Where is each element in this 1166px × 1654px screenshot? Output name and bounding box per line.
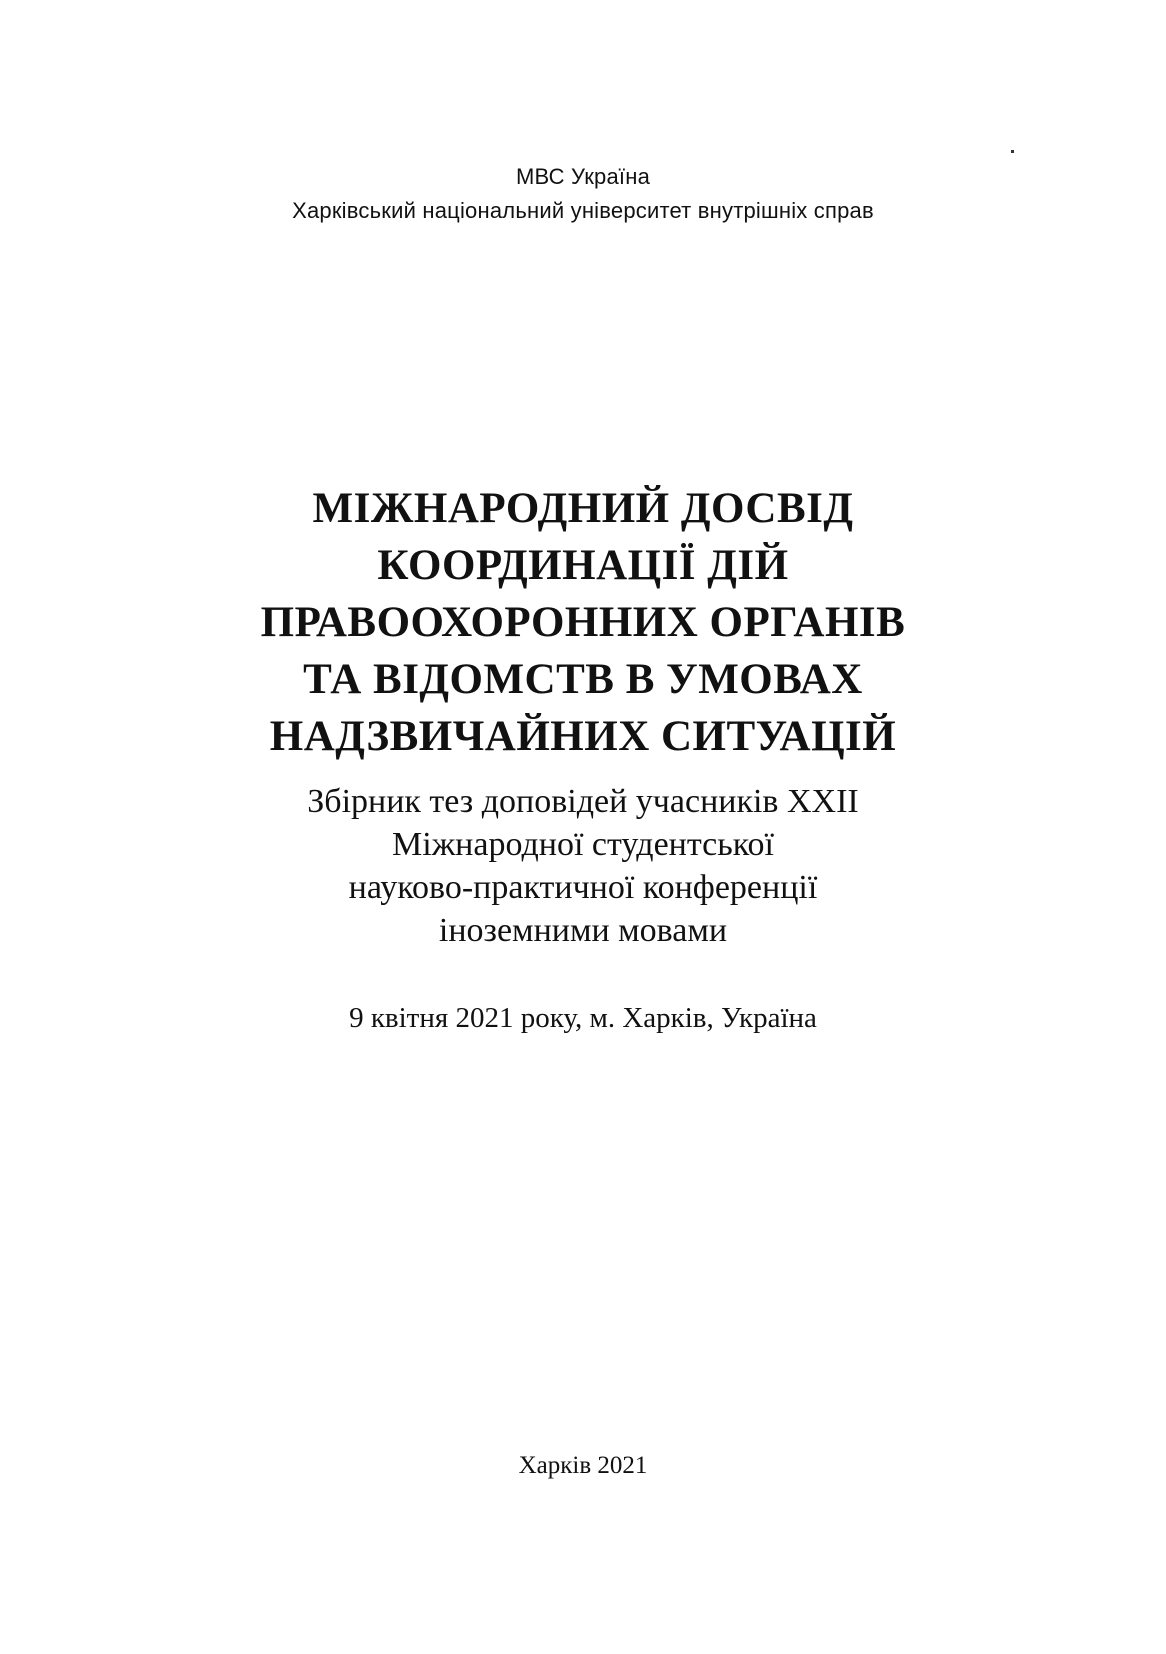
subtitle-line: Збірник тез доповідей учасників ХХІІ [307,783,859,820]
imprint-city-year: Харків 2021 [518,1452,648,1479]
document-title [0,480,1166,765]
subtitle-line: іноземними мовами [438,912,728,949]
subtitle-line: Міжнародної студентської [392,826,774,863]
title-line: МІЖНАРОДНИЙ ДОСВІД [312,485,854,532]
title-line: КООРДИНАЦІЇ ДІЙ [377,542,789,589]
university-name: Харківський національний університет внутрішніх справ [292,198,874,223]
title-line: НАДЗВИЧАЙНИХ СИТУАЦІЙ [269,713,897,760]
title-line: ПРАВООХОРОННИХ ОРГАНІВ [260,599,906,646]
publisher-header [0,160,1166,228]
scan-speck [1011,150,1014,153]
title-line: ТА ВІДОМСТВ В УМОВАХ [303,656,863,703]
subtitle-line: науково-практичної конференції [348,869,818,906]
ministry-name: МВС Україна [515,164,651,189]
document-subtitle [0,780,1166,952]
event-date-place: 9 квітня 2021 року, м. Харків, Україна [349,1002,817,1034]
